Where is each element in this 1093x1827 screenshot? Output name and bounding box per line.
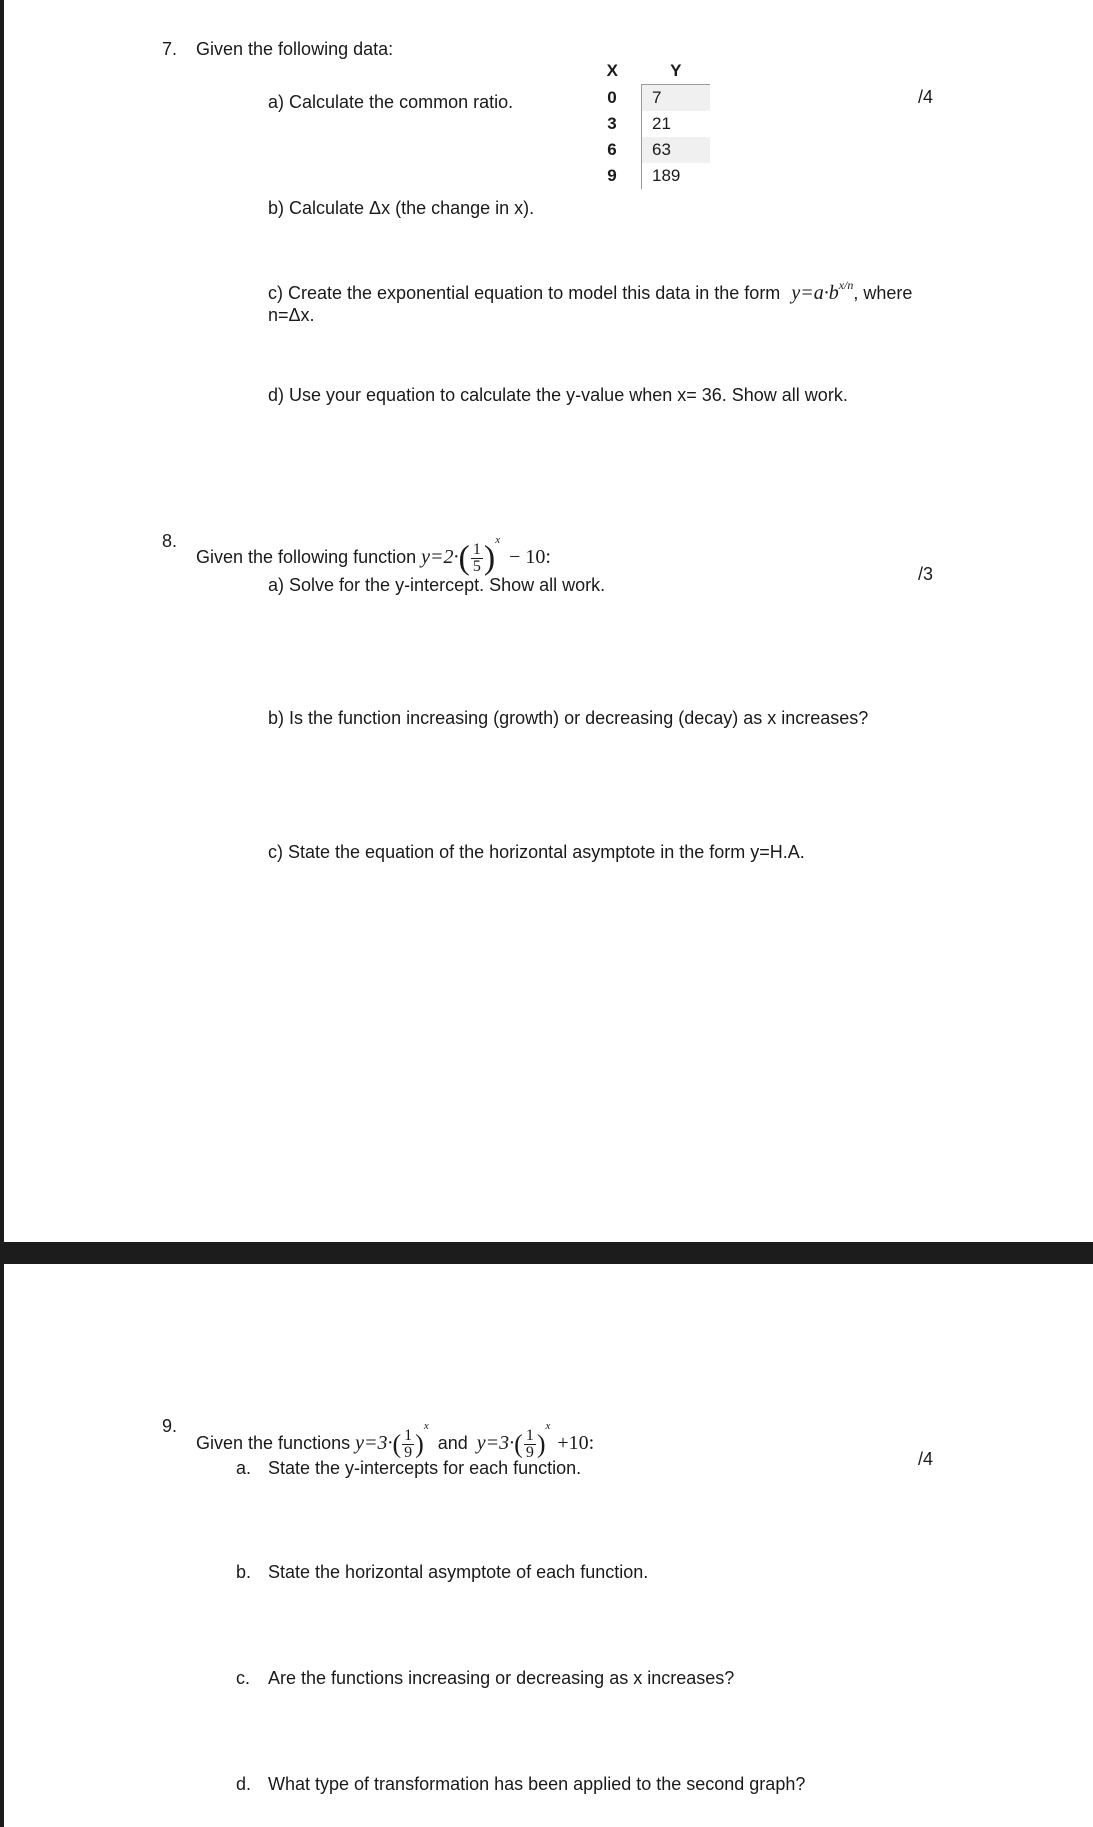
table-row <box>583 111 710 137</box>
q8-function-lead: y=2· <box>421 546 459 568</box>
q7-data-table <box>583 58 710 189</box>
table-cell-x: 3 <box>583 111 642 137</box>
q9-part-a-label: a. <box>236 1458 252 1478</box>
q8-function-tail: − 10: <box>509 546 551 568</box>
table-cell-y: 189 <box>652 166 681 185</box>
table-cell-y: 7 <box>642 85 711 112</box>
q9-marks: /4 <box>918 1449 934 1469</box>
q8-number: 8. <box>162 531 178 551</box>
q7-part-c-line2: n=Δx. <box>268 305 315 325</box>
q9-part-b-label: b. <box>236 1562 252 1582</box>
q8-part-b: b) Is the function increasing (growth) or decreasing (decay) as x increases? <box>268 708 869 728</box>
table-cell-y: 21 <box>652 114 671 133</box>
q8-right-paren: ) <box>483 539 496 577</box>
q9-function-2-tail: +10: <box>557 1432 595 1454</box>
q9-f1-fraction <box>402 1428 414 1461</box>
q9-f2-left-paren: ( <box>514 1429 523 1459</box>
q8-prompt: Given the following function <box>196 547 417 567</box>
q9-f2-right-paren: ) <box>536 1429 546 1459</box>
q9-function-2 <box>476 1420 595 1461</box>
q9-part-a: State the y-intercepts for each function. <box>268 1458 582 1478</box>
worksheet-page-top <box>4 0 1093 1242</box>
q9-number: 9. <box>162 1416 178 1436</box>
q8-fraction <box>471 542 483 575</box>
q9-f1-left-paren: ( <box>392 1429 402 1459</box>
q9-part-d: What type of transformation has been applied to the second graph? <box>268 1774 806 1794</box>
q9-part-b: State the horizontal asymptote of each function. <box>268 1562 649 1582</box>
q7-part-c-text: c) Create the exponential equation to model this data in the form <box>268 283 781 303</box>
q9-function-1 <box>355 1420 434 1461</box>
q8-prompt-line <box>196 514 551 577</box>
q9-f1-numerator: 1 <box>404 1426 413 1444</box>
table-header-y: Y <box>642 58 711 85</box>
q8-marks: /3 <box>918 564 934 584</box>
q9-f1-right-paren: ) <box>415 1429 424 1459</box>
q7-marks: /4 <box>918 87 934 107</box>
q8-left-paren: ( <box>458 539 470 577</box>
table-cell-x: 9 <box>583 163 642 189</box>
worksheet-page-bottom <box>4 1264 1093 1827</box>
q9-part-c: Are the functions increasing or decreasing as x increases? <box>268 1668 735 1688</box>
q9-f2-numerator: 1 <box>525 1426 534 1444</box>
table-header-x: X <box>606 61 618 81</box>
table-row <box>583 85 710 112</box>
table-cell-y: 63 <box>642 137 711 163</box>
q9-prompt: Given the functions <box>196 1433 351 1453</box>
q9-function-2-lead: y=3· <box>476 1432 515 1454</box>
table-row <box>583 137 710 163</box>
q8-part-c: c) State the equation of the horizontal asymptote in the form y=H.A. <box>268 842 805 862</box>
q7-form-exponent: x/n <box>838 278 854 292</box>
q9-function-1-lead: y=3· <box>355 1432 393 1454</box>
q7-number: 7. <box>162 39 178 59</box>
table-row <box>583 163 710 189</box>
q7-prompt: Given the following data: <box>196 39 394 59</box>
q7-part-b: b) Calculate Δx (the change in x). <box>268 198 535 218</box>
q9-prompt-line <box>196 1402 595 1461</box>
q7-part-d: d) Use your equation to calculate the y-value when x= 36. Show all work. <box>268 385 848 405</box>
q7-part-c <box>268 274 912 304</box>
q9-f2-exponent: x <box>545 1420 551 1432</box>
table-cell-x: 6 <box>583 137 642 163</box>
q8-part-a: a) Solve for the y-intercept. Show all work. <box>268 575 606 595</box>
q9-f1-denominator: 9 <box>404 1443 413 1461</box>
q7-part-c-where: , where <box>853 283 913 303</box>
table-cell-x: 0 <box>583 85 642 112</box>
q9-f2-denominator: 9 <box>525 1443 534 1461</box>
q7-part-a: a) Calculate the common ratio. <box>268 92 514 112</box>
q7-exponential-form <box>791 278 854 304</box>
q7-form-base: y=a·b <box>791 282 839 304</box>
q9-and: and <box>437 1433 468 1453</box>
q8-fraction-denominator: 5 <box>472 557 481 575</box>
q9-part-d-label: d. <box>236 1774 252 1794</box>
q9-f2-fraction <box>524 1428 536 1461</box>
q8-function <box>421 534 551 577</box>
q9-part-c-label: c. <box>236 1668 251 1688</box>
q9-f1-exponent: x <box>423 1420 429 1432</box>
q8-exponent: x <box>495 534 501 546</box>
q8-fraction-numerator: 1 <box>472 540 481 558</box>
